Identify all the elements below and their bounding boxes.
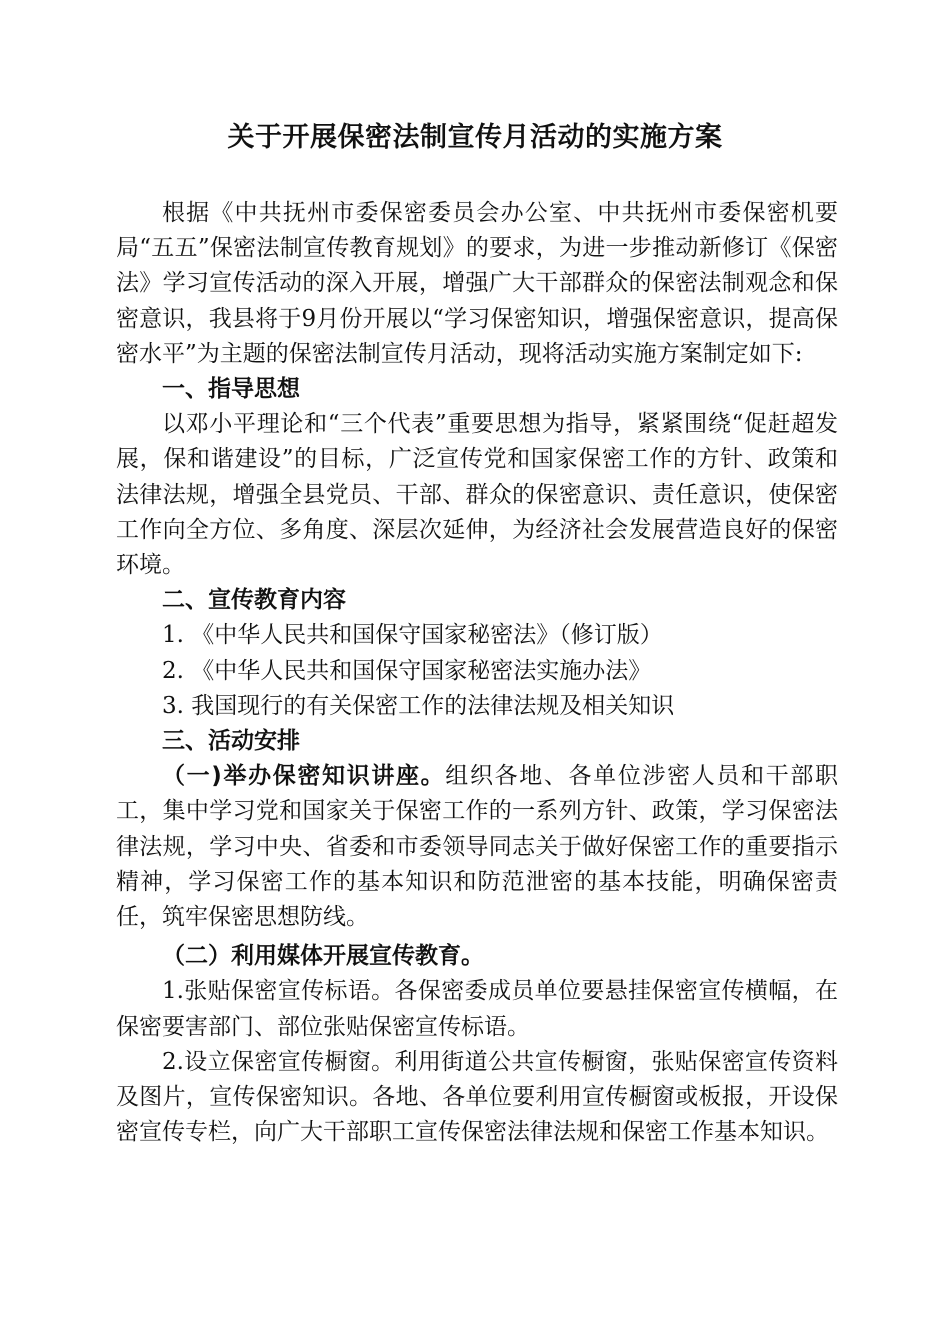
lecture-text: 组织各地、各单位涉密人员和干部职工，集中学习党和国家关于保密工作的一系列方针、政策，学习保密法律法规，学习中央、省委和市委领导同志关于做好保密工作的重要指示精神，学习保密工作的基本知识和防范泄密的基本技能，明确保密责任，筑牢保密思想防线。 — [116, 763, 839, 931]
media-item: 2.设立保密宣传橱窗。利用街道公共宣传橱窗，张贴保密宣传资料及图片，宣传保密知识。各地、各单位要利用宣传橱窗或板报，开设保密宣传专栏，向广大干部职工宣传保密法律法规和保密工作基本知识。 — [116, 1048, 838, 1146]
content-list-item: 1. 《中华人民共和国保守国家秘密法》（修订版） — [162, 622, 663, 649]
media-subheading: （二）利用媒体开展宣传教育。 — [162, 943, 484, 970]
section-heading-activity-arrangement: 三、活动安排 — [162, 728, 300, 755]
document-body — [116, 196, 838, 1150]
section-heading-education-content: 二、宣传教育内容 — [162, 587, 346, 614]
section-heading-guiding-ideology: 一、指导思想 — [162, 376, 300, 403]
content-list-item: 3. 我国现行的有关保密工作的法律法规及相关知识 — [162, 692, 675, 719]
media-item: 1.张贴保密宣传标语。各保密委成员单位要悬挂保密宣传横幅，在保密要害部门、部位张贴保密宣传标语。 — [116, 978, 838, 1040]
guiding-ideology-paragraph: 以邓小平理论和“三个代表”重要思想为指导，紧紧围绕“促赶超发展，保和谐建设”的目标，广泛宣传党和国家保密工作的方针、政策和法律法规，增强全县党员、干部、群众的保密意识、责任意识，使保密工作向全方位、多角度、深层次延伸，为经济社会发展营造良好的保密环境。 — [116, 411, 838, 579]
document-title: 关于开展保密法制宣传月活动的实施方案 — [227, 122, 723, 153]
content-list-item: 2. 《中华人民共和国保守国家秘密法实施办法》 — [162, 657, 652, 684]
intro-paragraph: 根据《中共抚州市委保密委员会办公室、中共抚州市委保密机要局“五五”保密法制宣传教育规划》的要求，为进一步推动新修订《保密法》学习宣传活动的深入开展，增强广大干部群众的保密法制观念和保密意识，我县将于9月份开展以“学习保密知识，增强保密意识，提高保密水平”为主题的保密法制宣传月活动，现将活动实施方案制定如下: — [116, 200, 838, 367]
lecture-paragraph — [116, 759, 838, 935]
lecture-subheading: （一)举办保密知识讲座。 — [162, 763, 446, 790]
